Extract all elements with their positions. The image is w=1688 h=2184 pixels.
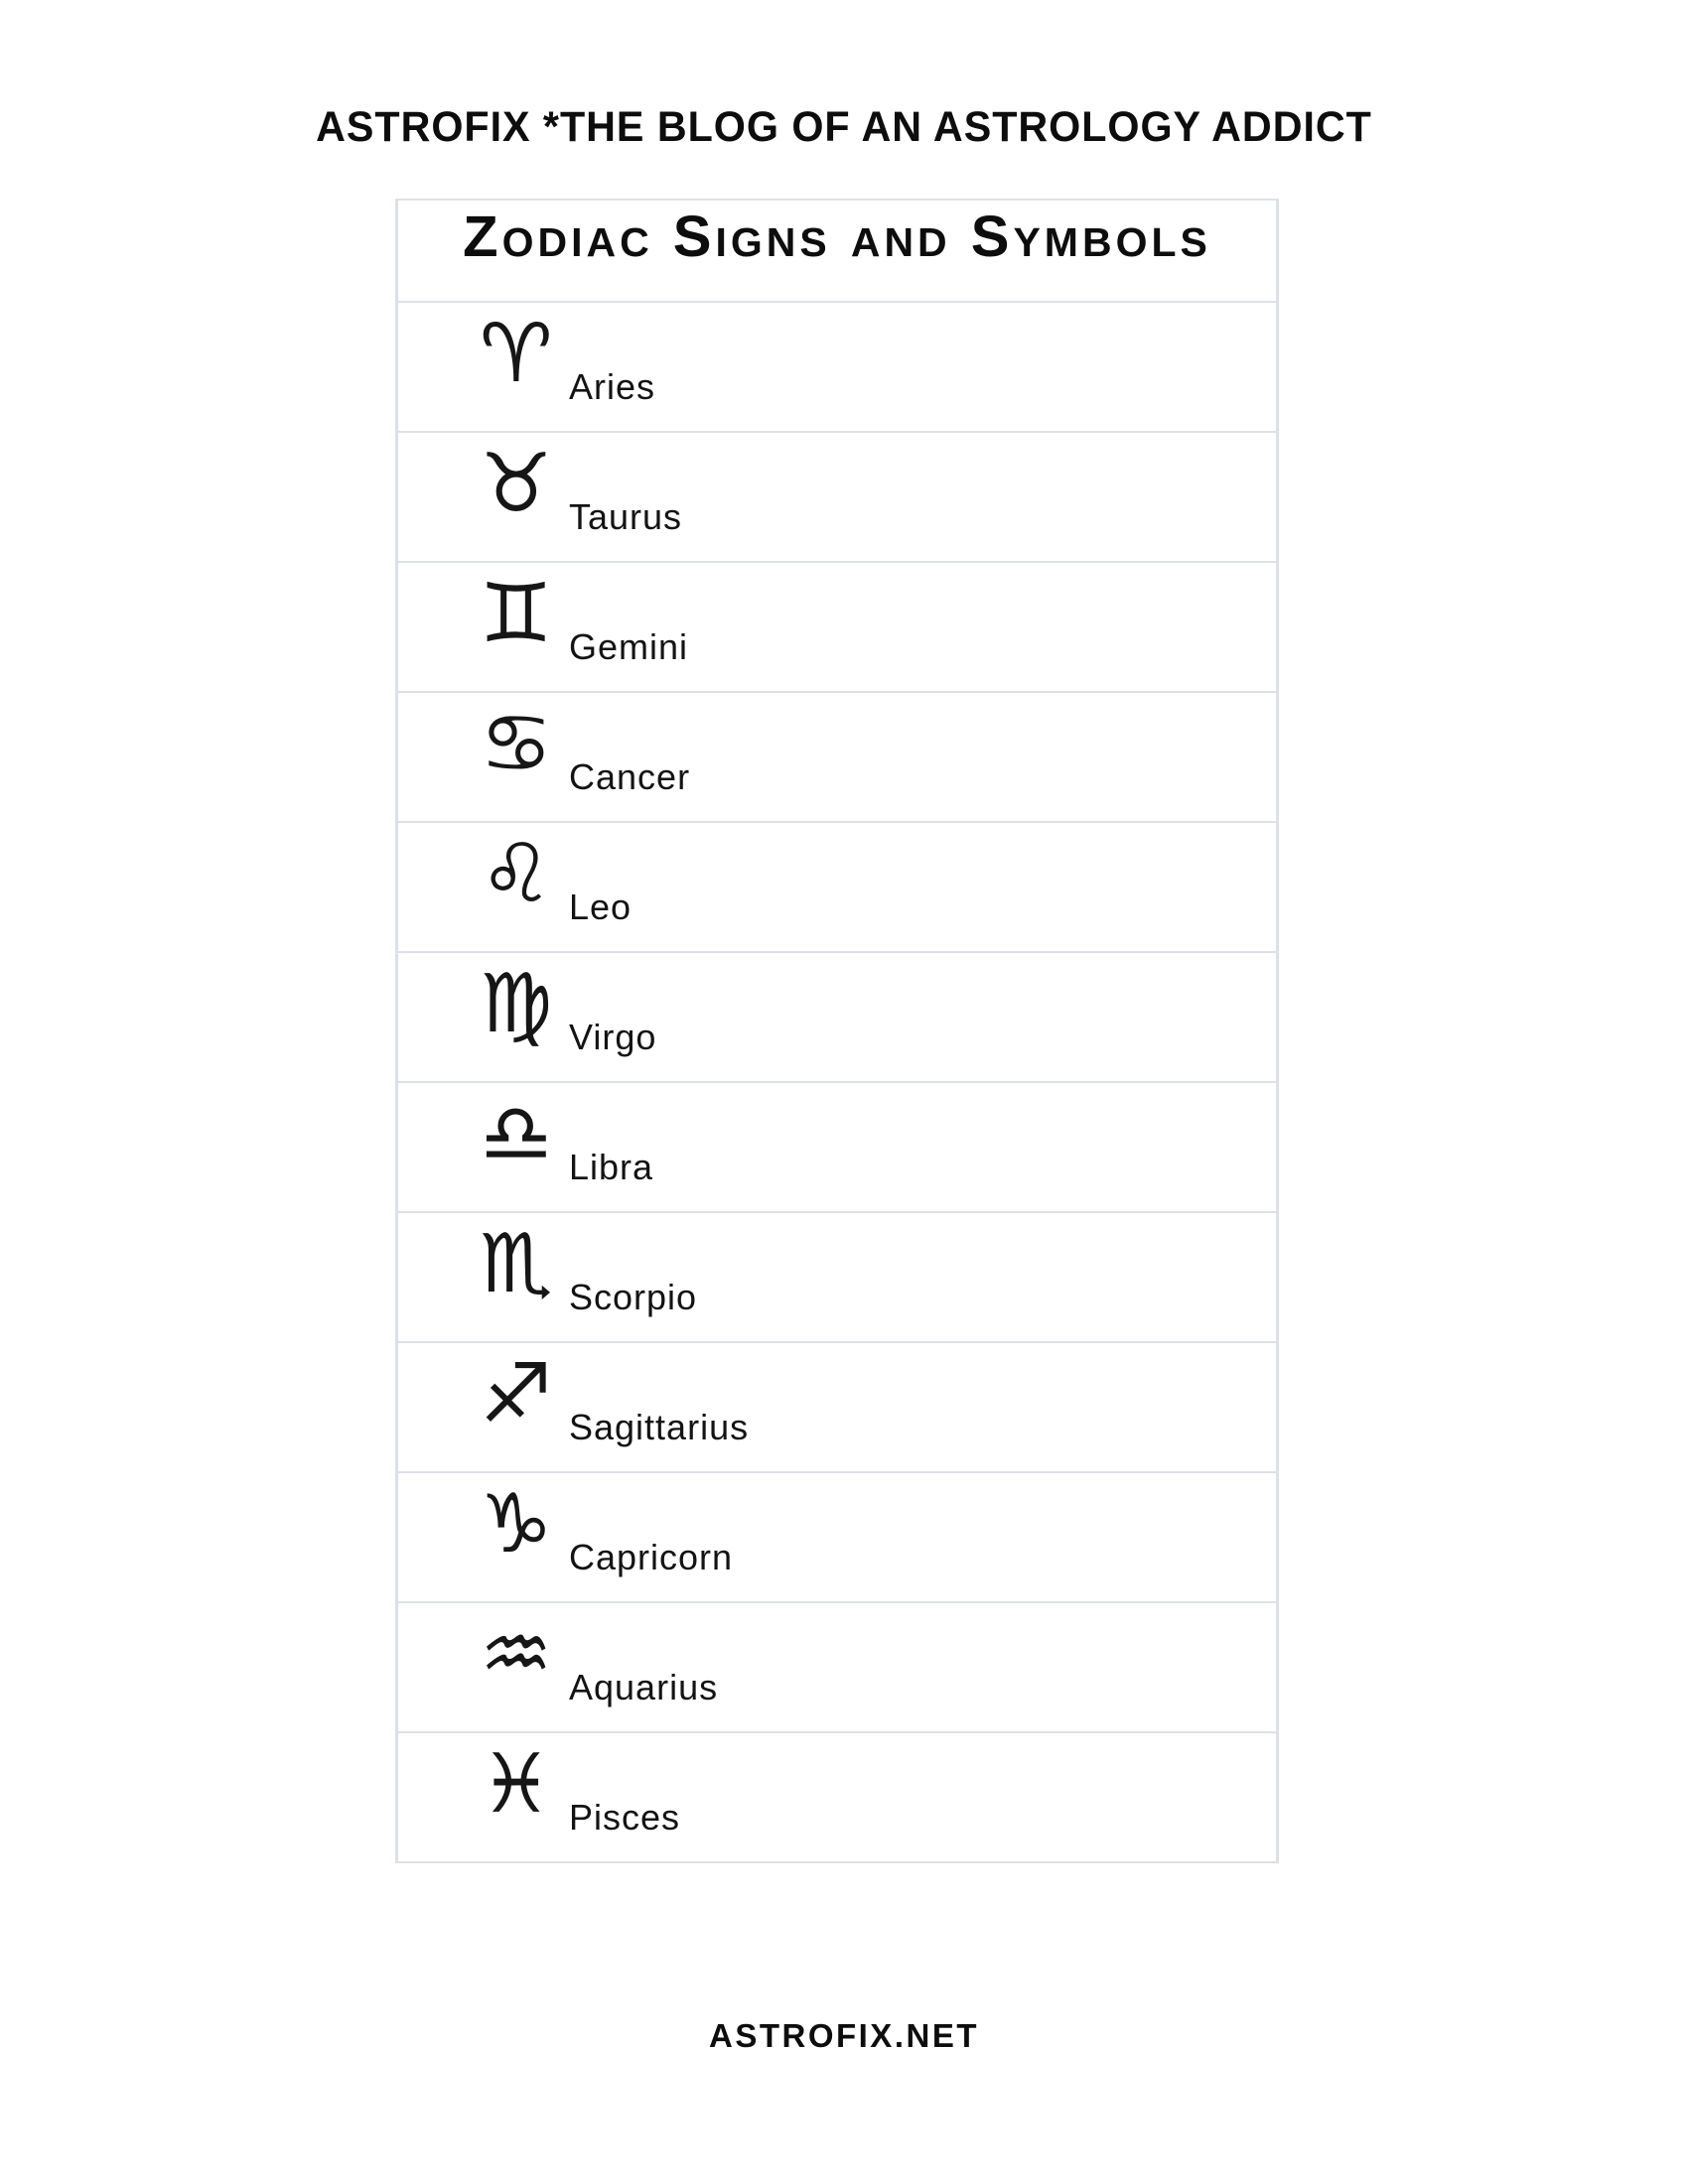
libra-symbol-icon: ♎ [480, 1086, 553, 1181]
row-pisces [398, 1733, 1276, 1863]
sign-name-aries: Aries [569, 365, 656, 407]
sign-name-aquarius: Aquarius [569, 1666, 719, 1707]
pisces-symbol-icon: ♓ [480, 1736, 553, 1832]
table-title: Zodiac Signs and Symbols [463, 205, 1211, 269]
sign-name-capricorn: Capricorn [569, 1536, 734, 1577]
blog-header-title: ASTROFIX *THE BLOG OF AN ASTROLOGY ADDICT [316, 103, 1372, 151]
row-aquarius [398, 1603, 1276, 1733]
row-scorpio [398, 1213, 1276, 1343]
sign-name-pisces: Pisces [569, 1796, 681, 1838]
row-taurus [398, 433, 1276, 563]
table-title-row [398, 201, 1276, 303]
zodiac-table [395, 199, 1279, 1863]
sign-name-cancer: Cancer [569, 755, 691, 797]
virgo-symbol-icon: ♍ [480, 956, 553, 1051]
sign-name-leo: Leo [569, 886, 633, 927]
row-virgo [398, 953, 1276, 1083]
cancer-symbol-icon: ♋ [480, 696, 553, 791]
sign-name-taurus: Taurus [569, 495, 683, 537]
sign-name-gemini: Gemini [569, 625, 689, 667]
row-cancer [398, 693, 1276, 823]
leo-symbol-icon: ♌ [480, 826, 553, 921]
aries-symbol-icon: ♈ [480, 306, 553, 401]
capricorn-symbol-icon: ♑ [480, 1476, 553, 1571]
footer-site-url: ASTROFIX.NET [708, 2017, 979, 2054]
row-leo [398, 823, 1276, 953]
row-gemini [398, 563, 1276, 693]
row-aries [398, 303, 1276, 433]
sign-name-sagittarius: Sagittarius [569, 1406, 750, 1447]
scorpio-symbol-icon: ♏ [480, 1216, 553, 1311]
gemini-symbol-icon: ♊ [480, 566, 553, 661]
sagittarius-symbol-icon: ♐ [480, 1346, 553, 1441]
row-capricorn [398, 1473, 1276, 1603]
sign-name-scorpio: Scorpio [569, 1276, 698, 1317]
aquarius-symbol-icon: ♒ [480, 1606, 553, 1702]
sign-name-libra: Libra [569, 1146, 654, 1187]
sign-name-virgo: Virgo [569, 1016, 657, 1057]
row-sagittarius [398, 1343, 1276, 1473]
row-libra [398, 1083, 1276, 1213]
taurus-symbol-icon: ♉ [480, 436, 553, 531]
